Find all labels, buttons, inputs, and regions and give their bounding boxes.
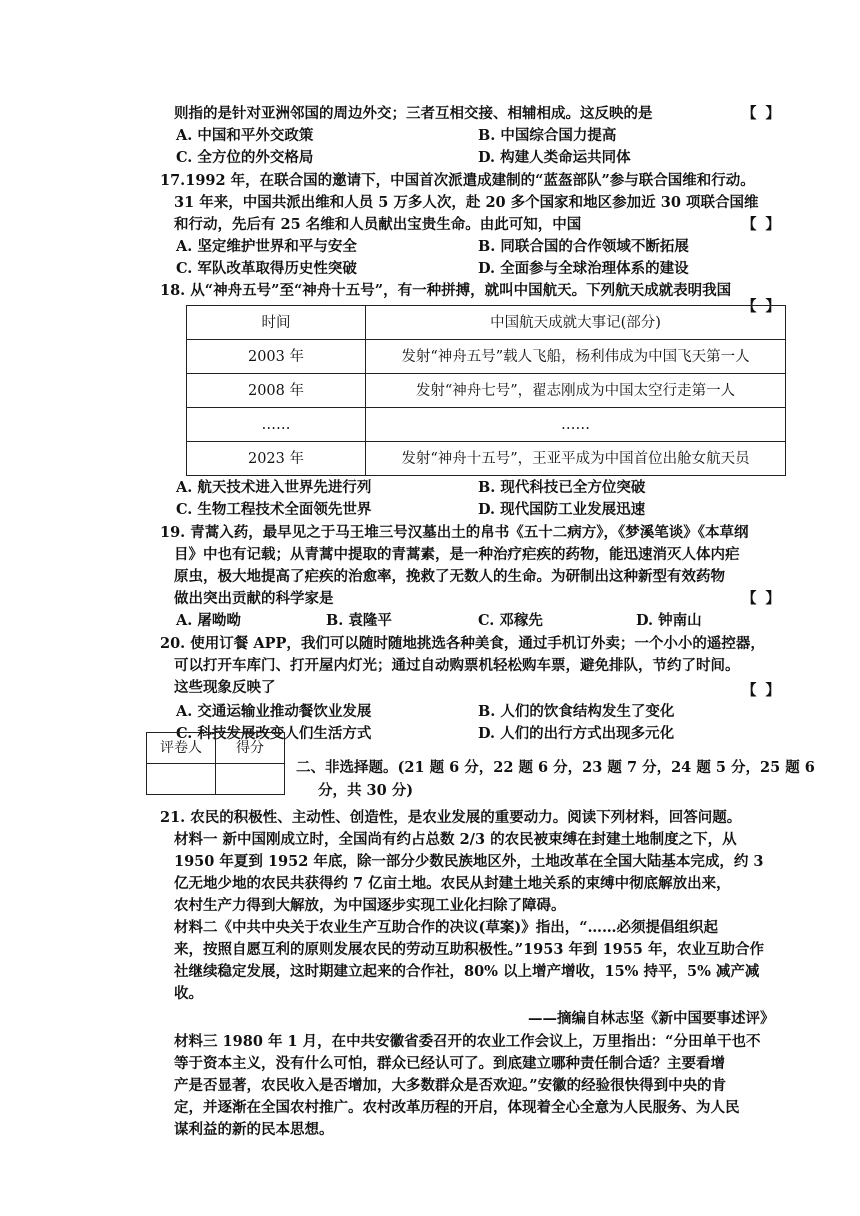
score-label: 得分 (216, 733, 285, 764)
table-cell: 发射“神舟十五号”，王亚平成为中国首位出舱女航天员 (366, 442, 786, 476)
material-3-label: 材料三 (174, 1033, 218, 1050)
table-header-row (187, 306, 786, 340)
q19-stem-line: 做出突出贡献的科学家是 (174, 590, 334, 607)
q20-stem-line: 可以打开车库门、打开屋内灯光；通过自动购票机轻松购车票，避免排队，节约了时间。 (174, 657, 740, 674)
table-row (187, 408, 786, 442)
q18-option-b[interactable]: B. 现代科技已全方位突破 (478, 479, 646, 496)
section2-title-cont: 分，共 30 分) (318, 782, 414, 799)
table-row (187, 340, 786, 374)
material-2-label: 材料二 (174, 919, 218, 936)
q20-stem-line: 20. 使用订餐 APP，我们可以随时随地挑选各种美食，通过手机订外卖；一个小小的遥控器， (160, 635, 765, 652)
q17-option-c[interactable]: C. 军队改革取得历史性突破 (176, 260, 357, 277)
q16-answer-bracket[interactable]: 【 】 (742, 105, 783, 122)
table-cell: 发射“神舟五号”载人飞船，杨利伟成为中国飞天第一人 (366, 340, 786, 374)
q19-stem-line: 19. 青蒿入药，最早见之于马王堆三号汉墓出土的帛书《五十二病方》，《梦溪笔谈》《本草纲 (160, 524, 749, 541)
material-3-text: 定，并逐渐在全国农村推广。农村改革历程的开启，体现着全心全意为人民服务、为人民 (174, 1099, 740, 1116)
material-1-text: 1950 年夏到 1952 年底，除一部分少数民族地区外，土地改革在全国大陆基本完成，约 3 (174, 853, 764, 870)
material-2-text: 来，按照自愿互利的原则发展农民的劳动互助积极性。”1953 年到 1955 年，农业互助合作 (174, 941, 764, 958)
q19-stem-line: 目》中也有记载；从青蒿中提取的青蒿素，是一种治疗疟疾的药物，能迅速消灭人体内疟 (174, 546, 740, 563)
q20-option-b[interactable]: B. 人们的饮食结构发生了变化 (478, 703, 675, 720)
score-input[interactable] (216, 764, 285, 795)
q16-option-a[interactable]: A. 中国和平外交政策 (176, 127, 314, 144)
space-achievements-table (186, 305, 786, 476)
q18-option-a[interactable]: A. 航天技术进入世界先进行列 (176, 479, 372, 496)
q17-stem-line: 17.1992 年，在联合国的邀请下，中国首次派遣成建制的“蓝盔部队”参与联合国维和行动。 (160, 172, 755, 189)
q17-stem-line: 31 年来，中国共派出维和人员 5 万多人次，赴 20 多个国家和地区参加近 30 项联合国维 (174, 194, 759, 211)
q17-stem-line: 和行动，先后有 25 名维和人员献出宝贵生命。由此可知，中国 (174, 216, 582, 233)
material-1-text: 新中国刚成立时，全国尚有约占总数 2/3 的农民被束缚在封建土地制度之下，从 (217, 831, 737, 848)
q16-option-d[interactable]: D. 构建人类命运共同体 (478, 149, 631, 166)
material-3-text: 等于资本主义，没有什么可怕，群众已经认可了。到底建立哪种责任制合适？主要看增 (174, 1055, 725, 1072)
q18-answer-bracket[interactable]: 【 】 (742, 298, 783, 315)
q19-option-d[interactable]: D. 钟南山 (636, 612, 702, 629)
material-2-text: 收。 (174, 985, 203, 1002)
table-cell: 发射“神舟七号”，翟志刚成为中国太空行走第一人 (366, 374, 786, 408)
q17-option-b[interactable]: B. 同联合国的合作领域不断拓展 (478, 238, 689, 255)
table-header-cell: 时间 (187, 306, 366, 340)
table-cell: …… (187, 408, 366, 442)
q20-option-a[interactable]: A. 交通运输业推动餐饮业发展 (176, 703, 372, 720)
table-row (187, 374, 786, 408)
table-cell: 2008 年 (187, 374, 366, 408)
table-header-cell: 中国航天成就大事记(部分) (366, 306, 786, 340)
material-2-text: 《中共中央关于农业生产互助合作的决议(草案)》指出，“……必须提倡组织起 (217, 919, 719, 936)
q17-option-d[interactable]: D. 全面参与全球治理体系的建设 (478, 260, 689, 277)
q16-option-b[interactable]: B. 中国综合国力提高 (478, 127, 617, 144)
q19-option-b[interactable]: B. 袁隆平 (326, 612, 392, 629)
q19-stem-line: 原虫，极大地提高了疟疾的治愈率，挽救了无数人的生命。为研制出这种新型有效药物 (174, 568, 725, 585)
q16-option-c[interactable]: C. 全方位的外交格局 (176, 149, 314, 166)
section2-title: 二、非选择题。(21 题 6 分，22 题 6 分，23 题 7 分，24 题 5 分，25 题 6 (296, 759, 815, 776)
q20-option-d[interactable]: D. 人们的出行方式出现多元化 (478, 725, 675, 742)
material-1-text: 农村生产力得到大解放，为中国逐步实现工业化扫除了障碍。 (174, 897, 566, 914)
q18-option-c[interactable]: C. 生物工程技术全面领先世界 (176, 501, 372, 518)
q20-option-c[interactable]: C. 科技发展改变人们生活方式 (176, 725, 372, 742)
material-1-label: 材料一 (174, 831, 218, 848)
material-1-text: 亿无地少地的农民共获得约 7 亿亩土地。农民从封建土地关系的束缚中彻底解放出来， (174, 875, 731, 892)
material-3-text: 1980 年 1 月，在中共安徽省委召开的农业工作会议上，万里指出：“分田单干也不 (217, 1033, 761, 1050)
q19-option-a[interactable]: A. 屠呦呦 (176, 612, 241, 629)
q20-answer-bracket[interactable]: 【 】 (742, 682, 783, 699)
table-cell: 2003 年 (187, 340, 366, 374)
material-3-text: 谋利益的新的民本思想。 (174, 1121, 334, 1138)
material-3-text: 产是否显著，农民收入是否增加，大多数群众是否欢迎。”安徽的经验很快得到中央的肯 (174, 1077, 727, 1094)
q17-answer-bracket[interactable]: 【 】 (742, 216, 783, 233)
q21-material-1-line (174, 829, 737, 851)
q20-stem-line: 这些现象反映了 (174, 679, 276, 696)
table-cell: …… (366, 408, 786, 442)
material-2-source: ——摘编自林志坚《新中国要事述评》 (528, 1010, 775, 1027)
grader-score-box (146, 732, 285, 795)
q21-intro: 21. 农民的积极性、主动性、创造性，是农业发展的重要动力。阅读下列材料，回答问题。 (160, 809, 742, 826)
table-cell: 2023 年 (187, 442, 366, 476)
grader-label: 评卷人 (147, 733, 216, 764)
q19-option-c[interactable]: C. 邓稼先 (478, 612, 543, 629)
grader-input[interactable] (147, 764, 216, 795)
q18-option-d[interactable]: D. 现代国防工业发展迅速 (478, 501, 646, 518)
table-row (187, 442, 786, 476)
q19-answer-bracket[interactable]: 【 】 (742, 590, 783, 607)
material-2-text: 社继续稳定发展，这时期建立起来的合作社，80% 以上增产增收，15% 持平，5% 减产减 (174, 963, 760, 980)
q17-option-a[interactable]: A. 坚定维护世界和平与安全 (176, 238, 357, 255)
q18-stem-line: 18. 从“神舟五号”至“神舟十五号”，有一种拼搏，就叫中国航天。下列航天成就表明我国 (160, 282, 732, 299)
q21-material-2-line (174, 917, 718, 939)
q16-stem-tail: 则指的是针对亚洲邻国的周边外交；三者互相交接、相辅相成。这反映的是 (174, 105, 653, 122)
q21-material-3-line (174, 1031, 760, 1053)
